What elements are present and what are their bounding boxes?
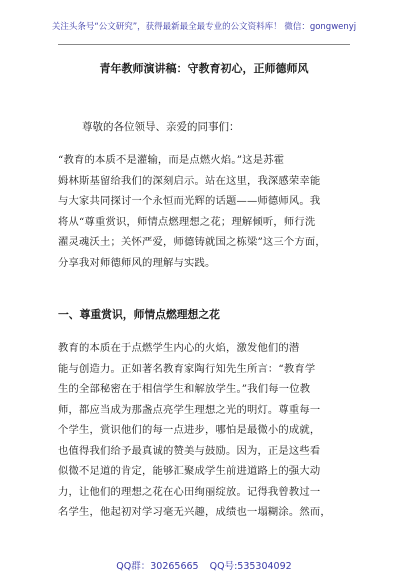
text-line: 力，让他们的理想之花在心田绚丽绽放。记得我曾教过一 xyxy=(58,485,321,498)
text-line: 个学生，赏识他们的每一点进步，哪怕是最微小的成就， xyxy=(58,424,321,436)
page-title: 青年教师演讲稿：守教育初心，正师德师风 xyxy=(99,62,309,75)
footer-qq-group: QQ群：30265665 xyxy=(116,561,199,572)
salutation: 尊敬的各位领导、亲爱的同事们： xyxy=(82,121,240,133)
text-line: 分享我对师德师风的理解与实践。 xyxy=(58,256,216,269)
text-line: 将从“尊重赏识，师情点燃理想之花；理解倾听，师行洗 xyxy=(58,215,316,228)
footer-contact xyxy=(0,558,408,572)
paragraph-intro xyxy=(58,150,350,273)
text-line: 与大家共同探讨一个永恒而光辉的话题——师德师风。我 xyxy=(58,195,321,207)
footer-qq-number: QQ号:535304092 xyxy=(209,561,292,572)
section-heading: 一、尊重赏识，师情点燃理想之花 xyxy=(58,308,220,321)
text-line: 姆林斯基留给我们的深刻启示。站在这里，我深感荣幸能 xyxy=(58,174,321,187)
header-divider xyxy=(58,44,350,45)
text-line: “教育的本质不是灌输，而是点燃火焰。”这是苏霍 xyxy=(58,154,285,166)
text-line: 濯灵魂沃土；关怀严爱，师德铸就国之栋梁”这三个方面， xyxy=(58,236,326,248)
text-line: 名学生，他起初对学习毫无兴趣，成绩也一塌糊涂。然而， xyxy=(58,506,331,518)
text-line: 教育的本质在于点燃学生内心的火焰，激发他们的潜 xyxy=(58,342,300,354)
text-line: 也值得我们给予最真诚的赞美与鼓励。因为，正是这些看 xyxy=(58,444,321,457)
text-line: 能与创造力。正如著名教育家陶行知先生所言：“教育学 xyxy=(58,362,316,375)
text-line: 师，都应当成为那盏点亮学生理想之光的明灯。尊重每一 xyxy=(58,403,321,416)
header-banner: 关注头条号“公文研究”，获得最新最全最专业的公文资料库！ 微信：gongwenyj xyxy=(51,22,357,32)
text-line: 似微不足道的肯定，能够汇聚成学生前进道路上的强大动 xyxy=(58,465,321,477)
text-line: 生的全部秘密在于相信学生和解放学生。”我们每一位教 xyxy=(58,383,311,395)
paragraph-section1 xyxy=(58,338,350,523)
